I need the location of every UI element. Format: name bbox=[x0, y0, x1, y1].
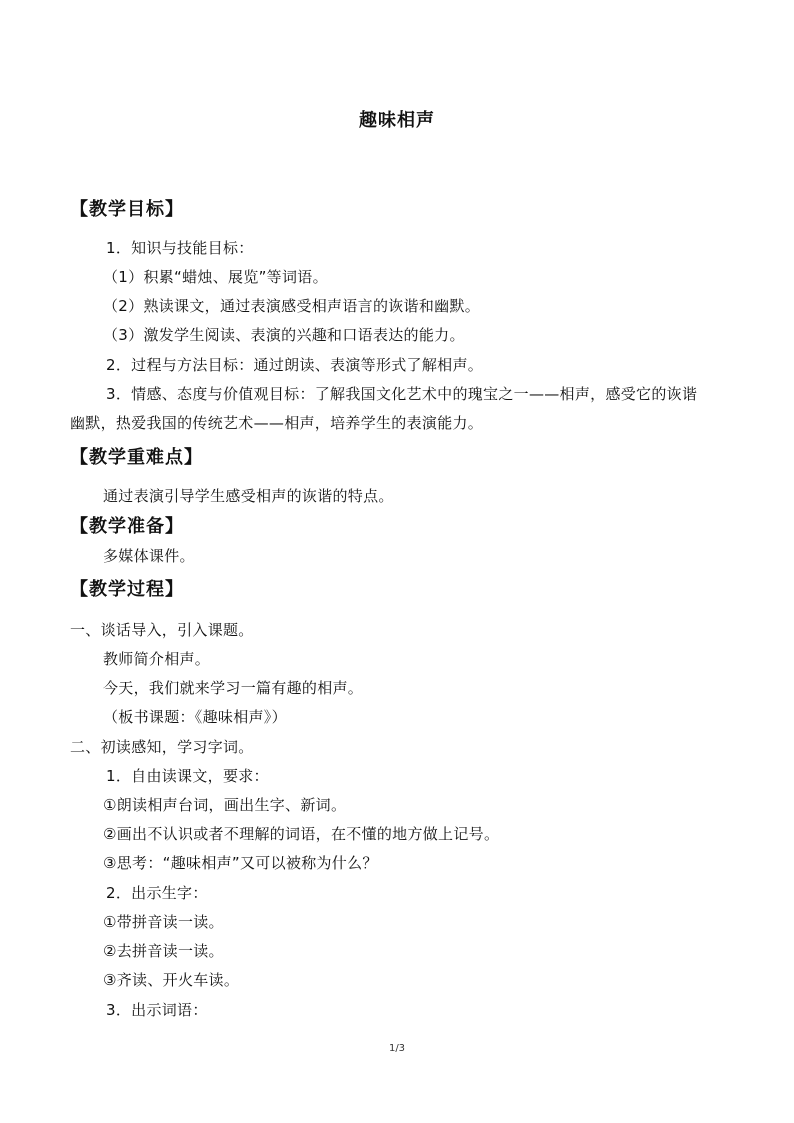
goal-line: 1．知识与技能目标： bbox=[106, 239, 254, 257]
process-line: ①带拼音读一读。 bbox=[103, 913, 224, 931]
process-line: 二、初读感知，学习字词。 bbox=[70, 738, 254, 756]
process-line: 一、谈话导入，引入课题。 bbox=[70, 621, 254, 639]
goal-line: 幽默，热爱我国的传统艺术——相声，培养学生的表演能力。 bbox=[70, 414, 484, 432]
preparation-line: 多媒体课件。 bbox=[103, 547, 195, 565]
section-heading-preparation: 【教学准备】 bbox=[70, 516, 184, 537]
goal-line: （2）熟读课文，通过表演感受相声语言的诙谐和幽默。 bbox=[103, 297, 481, 315]
page-number: 1/3 bbox=[388, 1043, 406, 1054]
process-line: 教师简介相声。 bbox=[103, 650, 211, 668]
process-line: ③思考：“趣味相声”又可以被称为什么？ bbox=[103, 854, 378, 872]
process-line: 今天，我们就来学习一篇有趣的相声。 bbox=[103, 679, 364, 697]
goal-line: （3）激发学生阅读、表演的兴趣和口语表达的能力。 bbox=[103, 326, 465, 344]
section-heading-keypoints: 【教学重难点】 bbox=[70, 447, 203, 468]
process-line: （板书课题：《趣味相声》） bbox=[103, 708, 287, 726]
keypoint-line: 通过表演引导学生感受相声的诙谐的特点。 bbox=[103, 487, 394, 505]
process-line: ①朗读相声台词，画出生字、新词。 bbox=[103, 796, 347, 814]
process-line: ②去拼音读一读。 bbox=[103, 942, 224, 960]
goal-line: 3．情感、态度与价值观目标：了解我国文化艺术中的瑰宝之一——相声，感受它的诙谐 bbox=[106, 385, 698, 403]
section-heading-goals: 【教学目标】 bbox=[70, 199, 184, 220]
goal-line: （1）积累“蜡烛、展览”等词语。 bbox=[103, 268, 328, 286]
process-line: 2．出示生字： bbox=[106, 884, 208, 902]
process-line: ③齐读、开火车读。 bbox=[103, 971, 240, 989]
document-title: 趣味相声 bbox=[359, 110, 435, 131]
process-line: ②画出不认识或者不理解的词语，在不懂的地方做上记号。 bbox=[103, 825, 500, 843]
process-line: 1．自由读课文，要求： bbox=[106, 767, 269, 785]
section-heading-process: 【教学过程】 bbox=[70, 579, 184, 600]
process-line: 3．出示词语： bbox=[106, 1001, 208, 1019]
goal-line: 2．过程与方法目标：通过朗读、表演等形式了解相声。 bbox=[106, 356, 484, 374]
